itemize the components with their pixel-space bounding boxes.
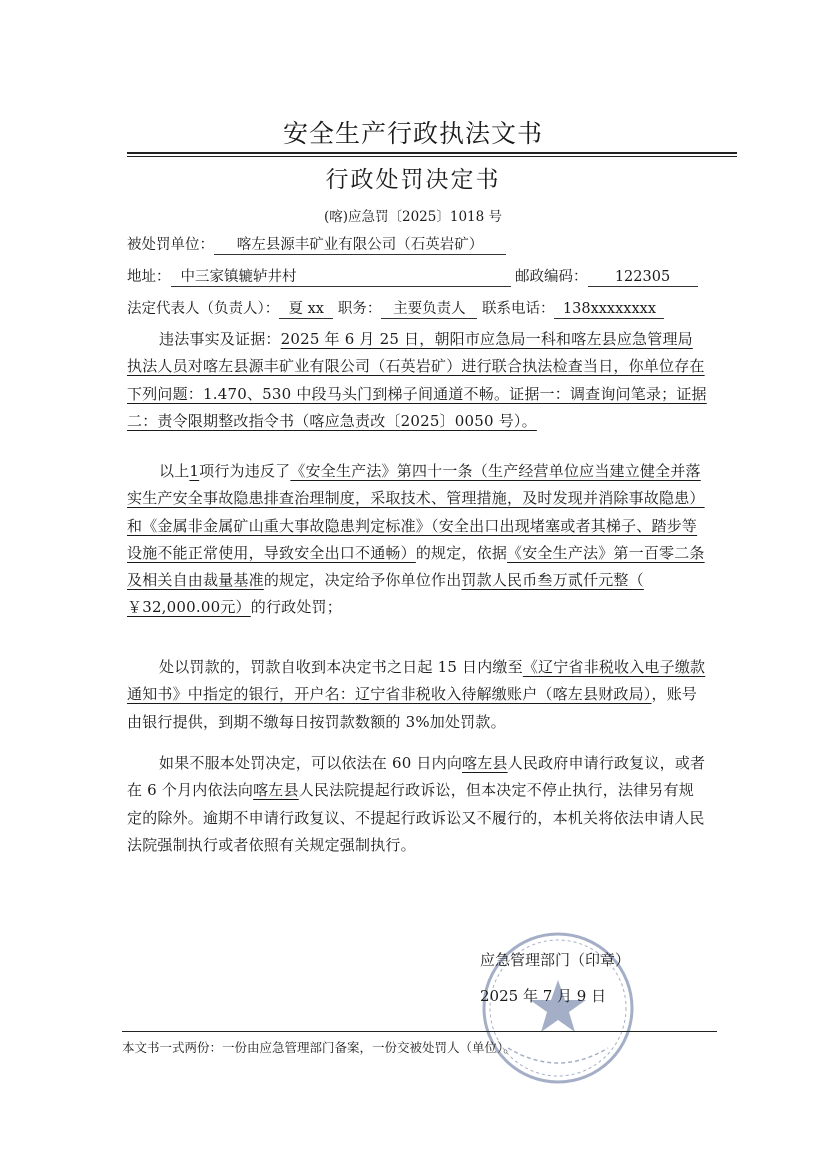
appeal-text-1: 如果不服本处罚决定，可以依法在 60 日内向 [159,754,463,772]
penalized-unit-row [127,233,506,255]
legal-basis-text-1: 以上 [159,462,190,480]
violation-count: 1 [189,462,200,480]
legal-basis-text-4: 的规定，决定给予你单位作出 [263,571,462,590]
postcode-label: 邮政编码： [515,269,588,285]
violated-provisions: 《安全生产法》第四十一条（生产经营单位应当建立健全并落实生产安全事故隐患排查治理制度，采取技术、管理措施，及时发现并消除事故隐患）和《金属非金属矿山重大事故隐患判定标准》（安全出口出现堵塞或者其梯子、踏步等设施不能正常使用，导致安全出口不通畅） [127,462,705,562]
postcode-value: 122305 [588,268,698,287]
position-label: 职务： [337,301,382,317]
title-divider-thick [127,152,737,154]
address-row [127,265,511,287]
postcode-row [515,265,698,287]
appeal-paragraph [127,750,707,859]
issuing-department: 应急管理部门（印章） [480,951,631,969]
penalty-amount: 罚款人民币叁万贰仟元整（ ￥32,000.00元） [127,571,644,617]
issue-date: 2025 年 7 月 9 日 [480,987,607,1005]
legal-basis-text-5: 的行政处罚； [250,598,342,617]
document-title: 安全生产行政执法文书 [282,119,543,148]
representative-value: 夏 xx [279,300,333,319]
violation-facts-lead: 违法事实及证据： [159,330,281,348]
phone-label: 联系电话： [481,301,555,317]
violation-facts-body: 2025 年 6 月 25 日，朝阳市应急局一科和喀左县应急管理局执法人员对喀左县源丰矿业有限公司（石英岩矿）进行联合执法检查当日，你单位存在下列问题：1.470、530 中段马头门到梯子间通道不畅。证据一：调查询问笔录；证据二：责令限期整改指令书（喀应急责改〔2025〕0050 号）。 [127,330,707,430]
penalty-basis: 《安全生产法》第一百零二条及相关自由裁量基准 [127,543,705,590]
phone-value: 138xxxxxxxx [554,300,664,319]
legal-basis-text-2: 项行为违反了 [199,462,291,480]
penalized-unit-label: 被处罚单位： [127,237,214,253]
address-label: 地址： [127,269,171,285]
footer-note: 本文书一式两份：一份由应急管理部门备案，一份交被处罚人（单位）。 [122,1040,516,1055]
address-value: 中三家镇辘轳井村 [171,268,511,287]
violation-facts-paragraph [127,326,707,435]
review-government: 喀左县 [462,754,508,772]
appeal-text-3: 人民法院提起行政诉讼，但本决定不停止执行，法律另有规定的除外。逾期不申请行政复议、不提起行政诉讼又不履行的，本机关将依法申请人民法院强制执行或者依照有关规定强制执行。 [127,781,705,854]
penalized-unit-value: 喀左县源丰矿业有限公司（石英岩矿） [214,236,506,255]
litigation-court: 喀左县 [253,781,299,800]
footer-divider [122,1031,717,1032]
appeal-text-2: 人民政府申请行政复议，或者在 6 个月内依法向 [127,754,706,800]
legal-basis-text-3: 的规定，依据 [415,543,508,562]
position-value: 主要负责人 [381,300,477,319]
payment-notice: 《辽宁省非税收入电子缴款通知书》中指定的银行，开户名：辽宁省非税收入待解缴账户（喀左县财政局） [127,658,706,704]
title-divider-thin [127,156,737,157]
payment-text-2: ，账号由银行提供，到期不缴每日按罚款数额的 3%加处罚款。 [127,685,698,731]
document-subtitle: 行政处罚决定书 [325,167,501,193]
representative-row [127,297,664,319]
payment-paragraph [127,654,707,736]
payment-text-1: 处以罚款的，罚款自收到本决定书之日起 15 日内缴至 [159,658,523,676]
legal-basis-paragraph [127,458,707,622]
representative-label: 法定代表人（负责人）： [127,301,280,317]
document-number: (喀)应急罚〔2025〕1018 号 [323,209,503,225]
